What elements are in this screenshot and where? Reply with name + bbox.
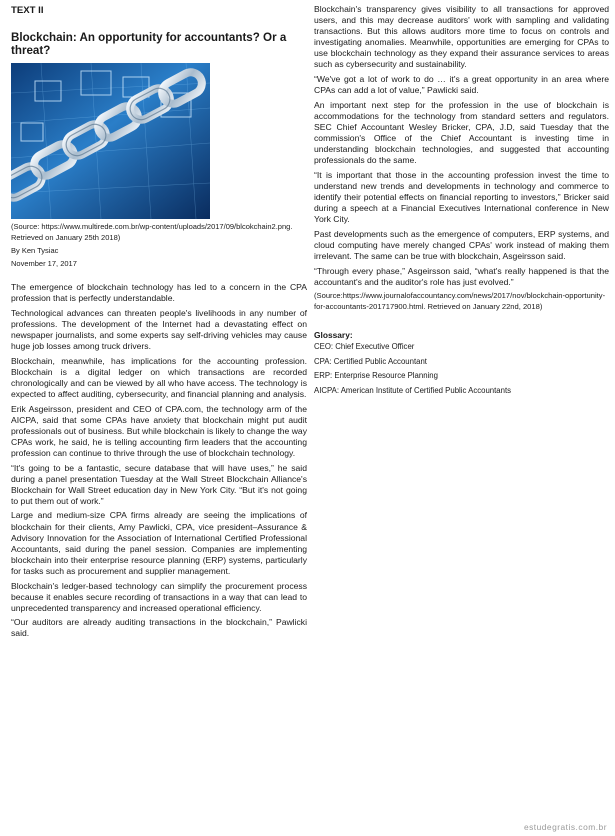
glossary-list	[314, 340, 609, 398]
author: By Ken Tysiac	[11, 245, 59, 255]
glossary-item: ERP: Enterprise Resource Planning	[314, 371, 438, 381]
watermark: estudegratis.com.br	[523, 822, 607, 832]
paragraph: “Our auditors are already auditing transactions in the blockchain,” Pawlicki said.	[11, 617, 307, 639]
article-source-reference: (Source:https://www.journalofaccountancy.com/news/2017/nov/blockchain-opportunity-for-accountants-201717900.html. Retrieved on January 22nd, 2018)	[314, 291, 606, 311]
paragraph: An important next step for the profession in the use of blockchain is accommodations for the technology from standard setters and regulators. SEC Chief Accountant Wesley Bricker, CPA, J.D, said Tuesday that the commission's Office of the Chief Accountant is investing time in understanding blockchain technologies, and suggested that accounting professionals do the same.	[314, 99, 609, 166]
paragraph: Blockchain, meanwhile, has implications for the accounting profession. Blockchain is a digital ledger on which transactions are recorded chronologically and can be viewed by all who have access. The technology is expected to affect auditing, cybersecurity, and financial planning and analysis.	[11, 355, 307, 400]
right-column	[314, 0, 609, 398]
blockchain-illustration	[11, 63, 210, 219]
image-source: (Source: https://www.multirede.com.br/wp-content/uploads/2017/09/blcokchain2.png. Retrieved on January 25th 2018)	[11, 222, 293, 242]
paragraph: The emergence of blockchain technology has led to a concern in the CPA profession that is perfectly understandable.	[11, 282, 307, 304]
article-title: Blockchain: An opportunity for accountants? Or a threat?	[11, 31, 287, 57]
paragraph: Blockchain's transparency gives visibility to all transactions for approved users, and this may decrease auditors' work with sampling and validating transactions. But this allows auditors more time to focus on controls and investigating anomalies. Meanwhile, opportunities are emerging for CPAs to use blockchain technology as they expand their assurance services to areas such as cybersecurity and sustainability.	[314, 4, 609, 70]
glossary-item: AICPA: American Institute of Certified Public Accountants	[314, 385, 512, 395]
paragraph: Technological advances can threaten people's livelihoods in any number of professions. The development of the Internet had a devastating effect on newspaper journalists, and some experts say self-driving vehicles may cause huge job losses among truck drivers.	[11, 307, 307, 352]
left-body	[11, 282, 307, 639]
paragraph: Large and medium-size CPA firms already are seeing the implications of blockchain for their clients, Amy Pawlicki, CPA, vice president–Assurance & Advisory Innovation for the Association of International Certified Professional Accountants, said during the panel session. Companies are implementing blockchain into their enterprise resource planning (ERP) systems, particularly for tasks such as procurement and supplier management.	[11, 510, 307, 576]
glossary-title: Glossary:	[314, 330, 353, 341]
publication-date: November 17, 2017	[11, 259, 77, 269]
right-body	[314, 4, 609, 288]
text-label: TEXT II	[11, 5, 44, 16]
paragraph: “It's going to be a fantastic, secure database that will have uses,” he said during a panel presentation Tuesday at the Wall Street Blockchain Alliance's Blockchain for Wall Street education day in New York City. “But it's not going to put them out of work.”	[11, 462, 307, 506]
paragraph: “We've got a lot of work to do … it's a great opportunity in an area where CPAs can add a lot of value,” Pawlicki said.	[314, 74, 609, 96]
glossary-item: CPA: Certified Public Accountant	[314, 356, 427, 366]
glossary-item: CEO: Chief Executive Officer	[314, 342, 415, 352]
left-column	[11, 0, 307, 643]
paragraph: “It is important that those in the accounting profession invest the time to understand new trends and developments in technology and commerce to identify their potential effects on financial reporting to investors,” Bricker said during a speech at a Financial Executives International conference in New York City.	[314, 169, 609, 225]
paragraph: Erik Asgeirsson, president and CEO of CPA.com, the technology arm of the AICPA, said that some CPAs have anxiety that blockchain might put audit professionals out of business. But while blockchain is likely to change the way CPAs work, he said, he is telling accounting firm leaders that the accounting profession can continue to thrive through the use of blockchain technology.	[11, 403, 307, 458]
paragraph: Blockchain's ledger-based technology can simplify the procurement process because it enables secure recording of transactions in a way that can lead to unprecedented transparency and increased operational efficiency.	[11, 580, 307, 613]
paragraph: Past developments such as the emergence of computers, ERP systems, and cloud computing have merely changed CPAs' work instead of making them irrelevant. The same can be true with blockchain, Asgeirsson said.	[314, 228, 609, 261]
paragraph: “Through every phase,” Asgeirsson said, “what's really happened is that the accountant's and the auditor's role has just evolved.”	[314, 265, 609, 287]
